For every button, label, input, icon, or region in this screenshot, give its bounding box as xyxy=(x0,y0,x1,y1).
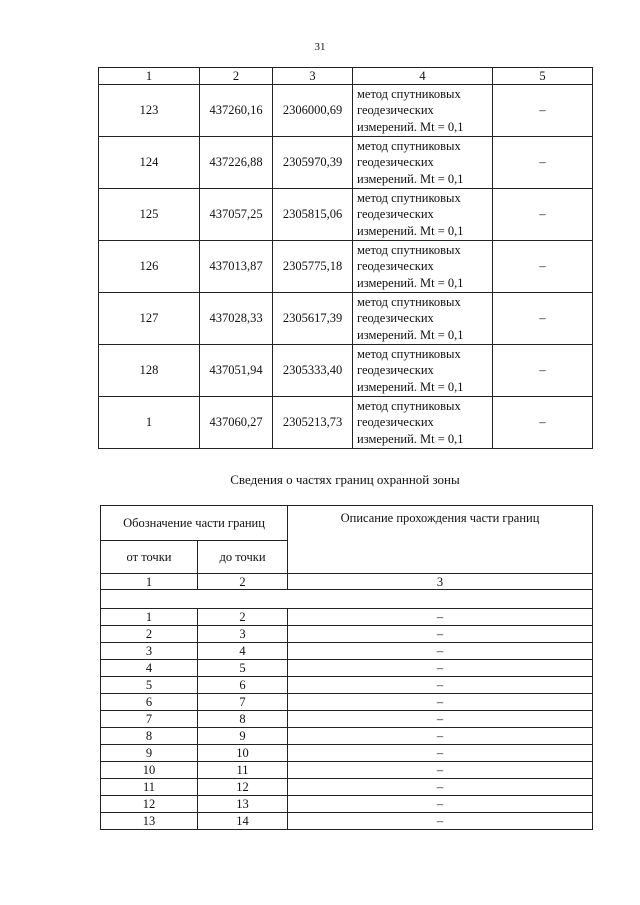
section-title: Сведения о частях границ охранной зоны xyxy=(230,472,460,487)
from-point: 7 xyxy=(101,711,198,728)
coordinate-y: 2305970,39 xyxy=(273,137,353,189)
method-line: геодезических xyxy=(357,103,434,118)
coordinate-x: 437226,88 xyxy=(200,137,273,189)
determination-method xyxy=(353,293,493,345)
part-description: – xyxy=(288,643,593,660)
column-number: 2 xyxy=(198,574,288,590)
boundary-part-row xyxy=(101,677,593,694)
method-line: измерений. Mt = 0,1 xyxy=(357,275,464,290)
determination-method xyxy=(353,137,493,189)
coordinate-x: 437013,87 xyxy=(200,241,273,293)
column-number: 2 xyxy=(200,68,273,85)
from-point: 11 xyxy=(101,779,198,796)
note-dash: – xyxy=(493,85,593,137)
boundary-part-row xyxy=(101,762,593,779)
coordinates-row xyxy=(99,345,593,397)
boundary-part-row xyxy=(101,711,593,728)
method-line: измерений. Mt = 0,1 xyxy=(357,431,464,446)
method-line: метод спутниковых xyxy=(357,294,461,309)
boundary-part-row xyxy=(101,779,593,796)
method-line: метод спутниковых xyxy=(357,242,461,257)
coordinates-table xyxy=(98,67,593,449)
from-point-header: от точки xyxy=(101,541,198,574)
method-line: измерений. Mt = 0,1 xyxy=(357,327,464,342)
determination-method xyxy=(353,189,493,241)
coordinate-y: 2305815,06 xyxy=(273,189,353,241)
coordinate-y: 2306000,69 xyxy=(273,85,353,137)
method-line: метод спутниковых xyxy=(357,346,461,361)
method-line: геодезических xyxy=(357,207,434,222)
coordinate-x: 437057,25 xyxy=(200,189,273,241)
to-point: 14 xyxy=(198,813,288,830)
part-description: – xyxy=(288,779,593,796)
part-description: – xyxy=(288,711,593,728)
from-point: 5 xyxy=(101,677,198,694)
boundary-part-row xyxy=(101,609,593,626)
from-point: 12 xyxy=(101,796,198,813)
column-number: 1 xyxy=(99,68,200,85)
boundary-part-row xyxy=(101,728,593,745)
empty-cell xyxy=(101,590,593,609)
boundary-part-row xyxy=(101,626,593,643)
to-point: 9 xyxy=(198,728,288,745)
coordinate-y: 2305213,73 xyxy=(273,397,353,449)
method-line: метод спутниковых xyxy=(357,86,461,101)
part-description: – xyxy=(288,762,593,779)
boundary-part-description-header: Описание прохождения части границ xyxy=(288,506,593,574)
parts-column-numbers-row xyxy=(101,574,593,590)
to-point: 3 xyxy=(198,626,288,643)
part-description: – xyxy=(288,796,593,813)
to-point: 4 xyxy=(198,643,288,660)
note-dash: – xyxy=(493,293,593,345)
boundary-parts-table xyxy=(100,505,593,830)
method-line: измерений. Mt = 0,1 xyxy=(357,171,464,186)
method-line: геодезических xyxy=(357,259,434,274)
coordinates-header-row xyxy=(99,68,593,85)
note-dash: – xyxy=(493,137,593,189)
point-number: 126 xyxy=(99,241,200,293)
from-point: 6 xyxy=(101,694,198,711)
coordinates-row xyxy=(99,137,593,189)
to-point: 6 xyxy=(198,677,288,694)
coordinates-row xyxy=(99,397,593,449)
column-number: 3 xyxy=(273,68,353,85)
to-point: 2 xyxy=(198,609,288,626)
determination-method xyxy=(353,85,493,137)
boundary-part-row xyxy=(101,796,593,813)
point-number: 124 xyxy=(99,137,200,189)
method-line: геодезических xyxy=(357,311,434,326)
method-line: измерений. Mt = 0,1 xyxy=(357,379,464,394)
note-dash: – xyxy=(493,397,593,449)
coordinate-y: 2305775,18 xyxy=(273,241,353,293)
coordinates-row xyxy=(99,293,593,345)
point-number: 1 xyxy=(99,397,200,449)
to-point: 10 xyxy=(198,745,288,762)
determination-method xyxy=(353,345,493,397)
column-number: 1 xyxy=(101,574,198,590)
boundary-part-row xyxy=(101,813,593,830)
point-number: 123 xyxy=(99,85,200,137)
from-point: 4 xyxy=(101,660,198,677)
from-point: 9 xyxy=(101,745,198,762)
from-point: 13 xyxy=(101,813,198,830)
part-description: – xyxy=(288,626,593,643)
to-point: 5 xyxy=(198,660,288,677)
part-description: – xyxy=(288,609,593,626)
to-point: 8 xyxy=(198,711,288,728)
coordinate-x: 437028,33 xyxy=(200,293,273,345)
boundary-part-row xyxy=(101,745,593,762)
column-number: 5 xyxy=(493,68,593,85)
point-number: 127 xyxy=(99,293,200,345)
to-point: 11 xyxy=(198,762,288,779)
point-number: 128 xyxy=(99,345,200,397)
coordinate-x: 437051,94 xyxy=(200,345,273,397)
coordinates-row xyxy=(99,85,593,137)
column-number: 3 xyxy=(288,574,593,590)
part-description: – xyxy=(288,660,593,677)
part-description: – xyxy=(288,813,593,830)
determination-method xyxy=(353,397,493,449)
to-point: 12 xyxy=(198,779,288,796)
coordinate-x: 437260,16 xyxy=(200,85,273,137)
boundary-part-row xyxy=(101,660,593,677)
method-line: метод спутниковых xyxy=(357,190,461,205)
from-point: 8 xyxy=(101,728,198,745)
point-number: 125 xyxy=(99,189,200,241)
from-point: 3 xyxy=(101,643,198,660)
parts-header-row xyxy=(101,506,593,541)
determination-method xyxy=(353,241,493,293)
coordinate-y: 2305333,40 xyxy=(273,345,353,397)
coordinate-x: 437060,27 xyxy=(200,397,273,449)
part-description: – xyxy=(288,728,593,745)
note-dash: – xyxy=(493,345,593,397)
part-description: – xyxy=(288,694,593,711)
parts-empty-row xyxy=(101,590,593,609)
to-point-header: до точки xyxy=(198,541,288,574)
coordinate-y: 2305617,39 xyxy=(273,293,353,345)
note-dash: – xyxy=(493,189,593,241)
column-number: 4 xyxy=(353,68,493,85)
from-point: 10 xyxy=(101,762,198,779)
to-point: 13 xyxy=(198,796,288,813)
to-point: 7 xyxy=(198,694,288,711)
method-line: измерений. Mt = 0,1 xyxy=(357,119,464,134)
note-dash: – xyxy=(493,241,593,293)
boundary-part-row xyxy=(101,643,593,660)
page-number: 31 xyxy=(314,41,326,53)
method-line: метод спутниковых xyxy=(357,138,461,153)
method-line: измерений. Mt = 0,1 xyxy=(357,223,464,238)
coordinates-row xyxy=(99,189,593,241)
from-point: 1 xyxy=(101,609,198,626)
method-line: геодезических xyxy=(357,363,434,378)
boundary-part-row xyxy=(101,694,593,711)
from-point: 2 xyxy=(101,626,198,643)
part-description: – xyxy=(288,745,593,762)
method-line: метод спутниковых xyxy=(357,398,461,413)
method-line: геодезических xyxy=(357,415,434,430)
part-description: – xyxy=(288,677,593,694)
method-line: геодезических xyxy=(357,155,434,170)
coordinates-row xyxy=(99,241,593,293)
boundary-part-designation-header: Обозначение части границ xyxy=(101,506,288,541)
